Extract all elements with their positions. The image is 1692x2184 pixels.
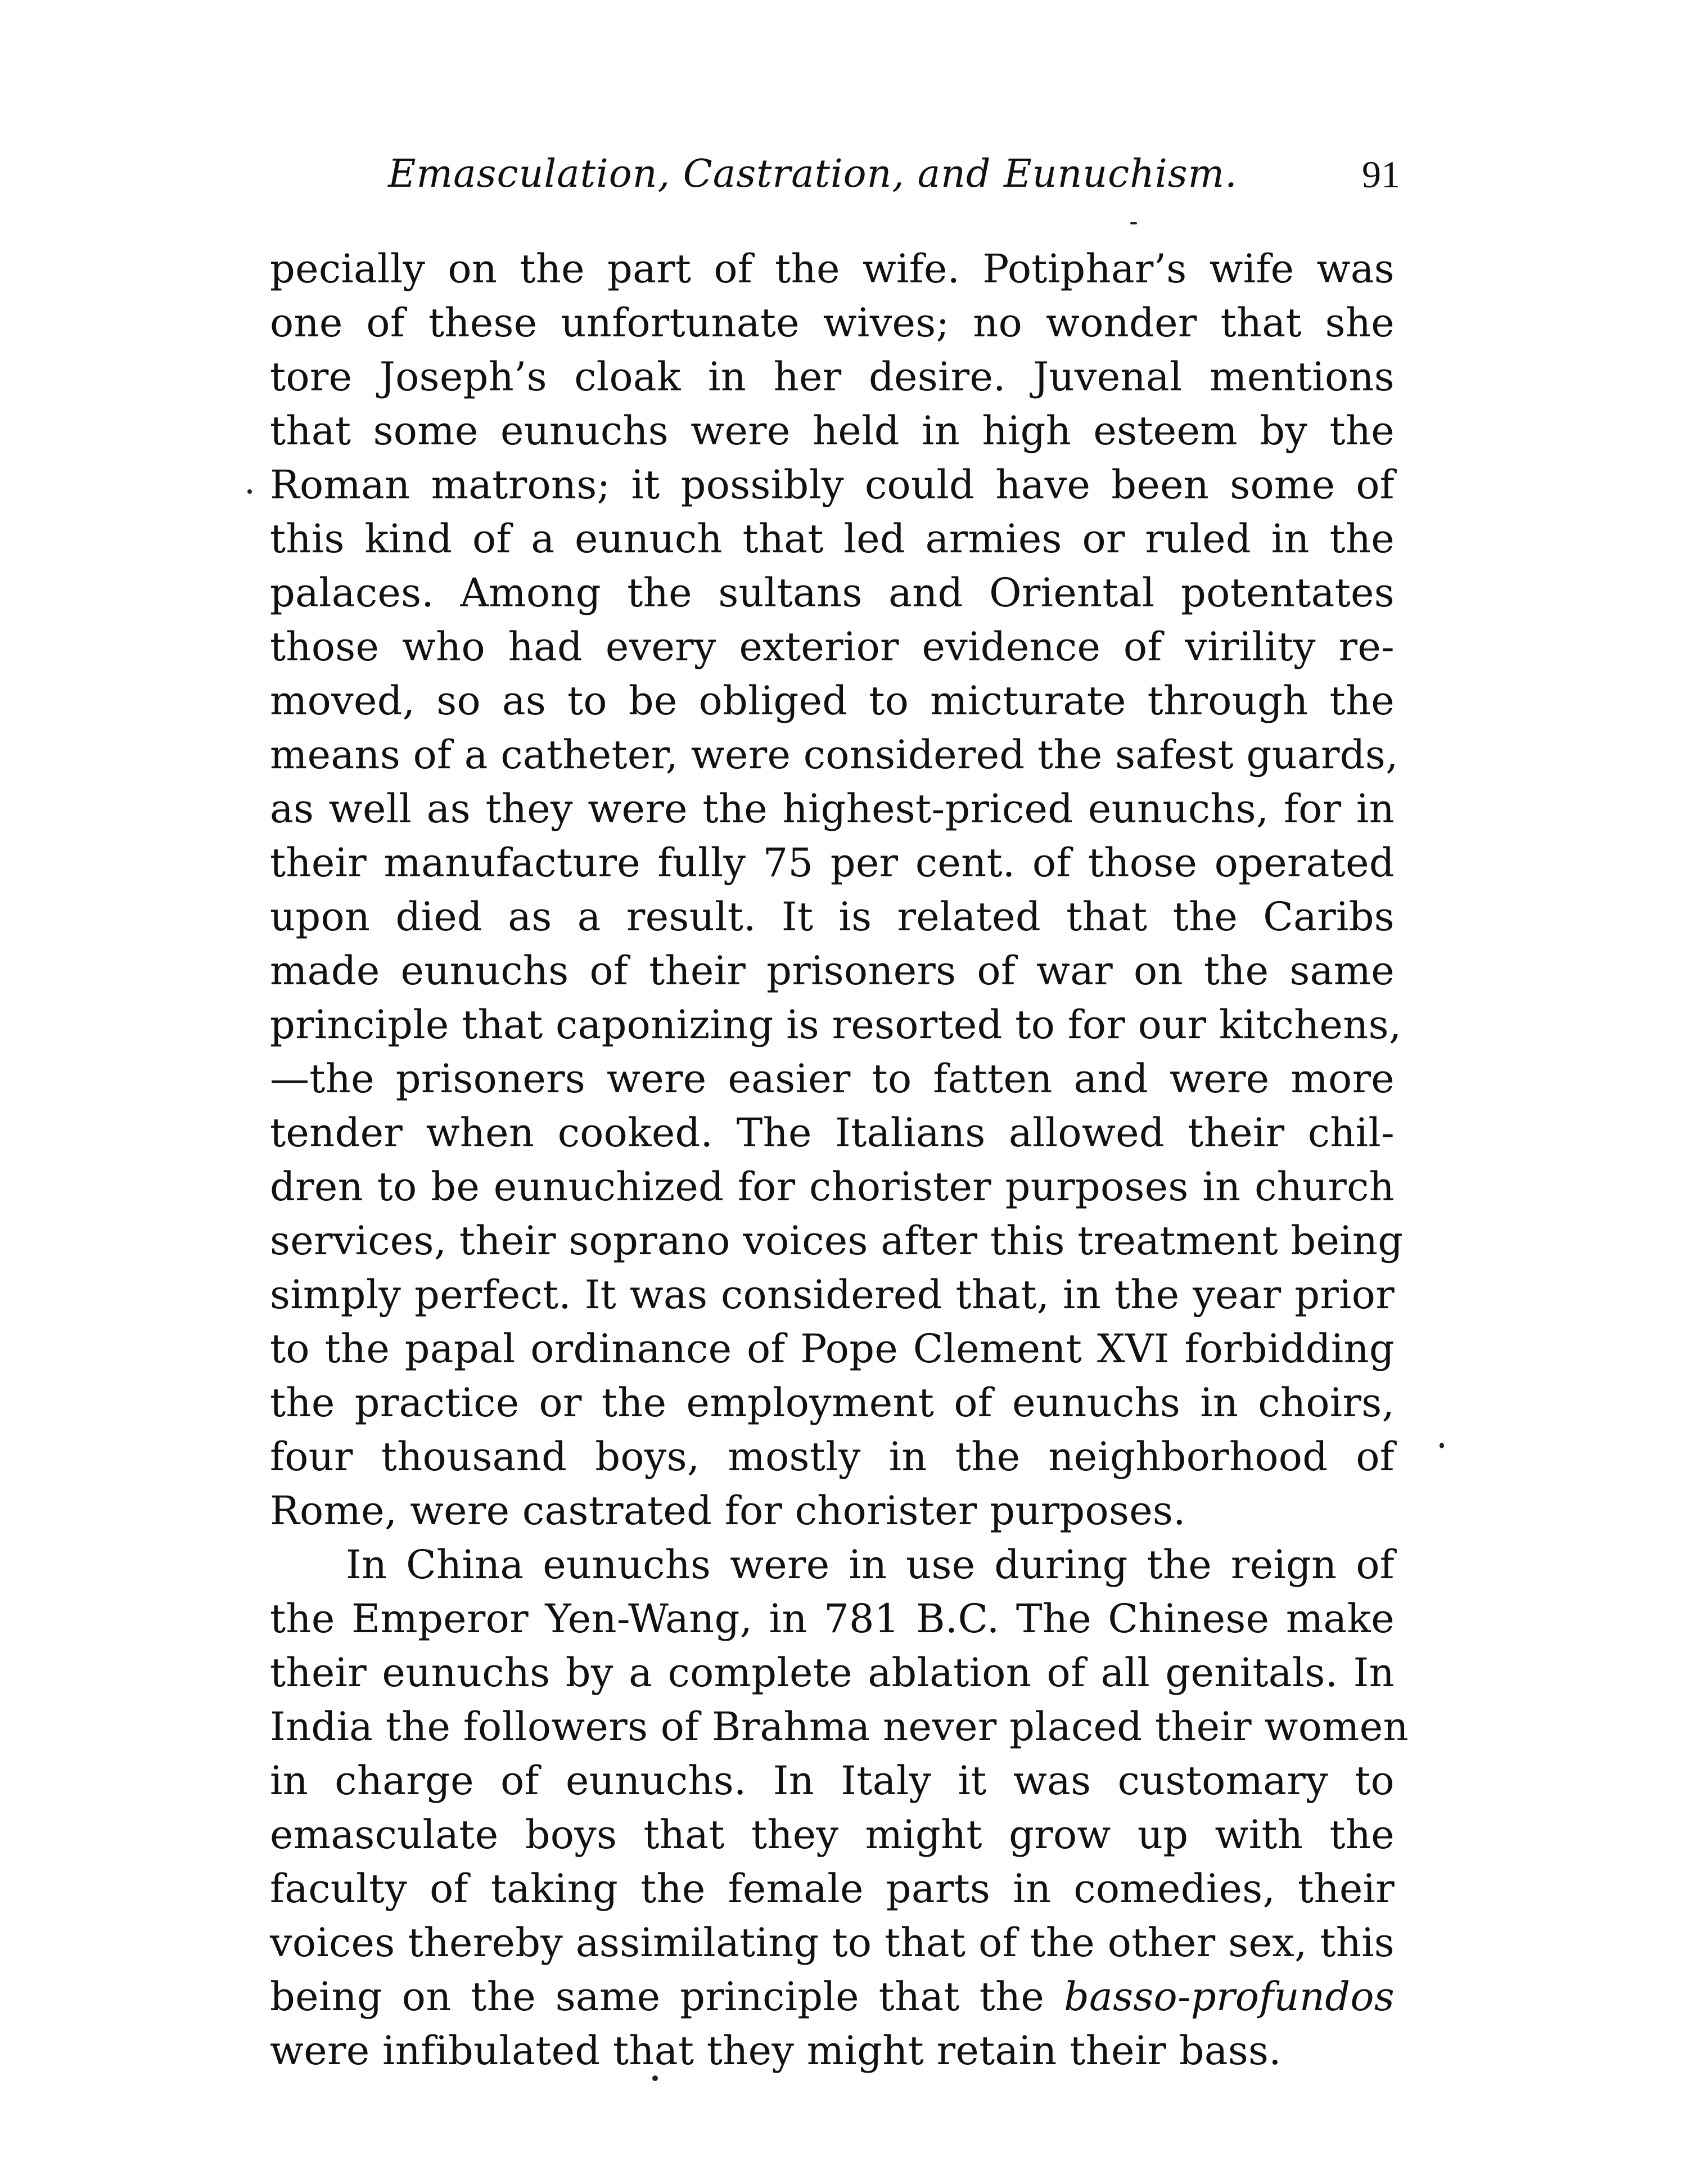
text-line: means of a catheter, were considered the safest guards, (270, 732, 1398, 778)
scan-speck (1440, 1443, 1444, 1448)
text-line: that some eunuchs were held in high esteem by the (270, 408, 1395, 454)
paragraph-1 (270, 242, 1404, 1538)
text-line: four thousand boys, mostly in the neighborhood of (270, 1434, 1395, 1480)
text-line: Rome, were castrated for chorister purposes. (270, 1488, 1186, 1534)
text-line: faculty of taking the female parts in comedies, their (270, 1866, 1395, 1912)
text-line: upon died as a result. It is related that the Caribs (270, 894, 1395, 940)
text-line: their eunuchs by a complete ablation of all genitals. In (270, 1650, 1395, 1696)
text-line: tender when cooked. The Italians allowed their chil- (270, 1110, 1395, 1156)
text-line: India the followers of Brahma never placed their women (270, 1704, 1409, 1750)
text-line: those who had every exterior evidence of virility re- (270, 624, 1395, 670)
text-line: dren to be eunuchized for chorister purposes in church (270, 1164, 1395, 1210)
text-line: moved, so as to be obliged to micturate through the (270, 678, 1395, 724)
body-text (270, 242, 1409, 2078)
text-line: to the papal ordinance of Pope Clement XVI forbidding (270, 1326, 1395, 1372)
text-line: were infibulated that they might retain their bass. (270, 2028, 1282, 2074)
text-line: emasculate boys that they might grow up with the (270, 1812, 1395, 1858)
text-line: principle that caponizing is resorted to for our kitchens, (270, 1002, 1402, 1048)
text-line: In China eunuchs were in use during the reign of (346, 1542, 1395, 1588)
page-number: 91 (1362, 153, 1400, 196)
text-line: voices thereby assimilating to that of the other sex, this (270, 1920, 1395, 1966)
text-run: The Chinese make (999, 1596, 1395, 1642)
text-line (270, 1970, 1395, 2024)
text-line (270, 1592, 1395, 1646)
text-line: simply perfect. It was considered that, in the year prior (270, 1272, 1395, 1318)
text-line: pecially on the part of the wife. Potiphar’s wife was (270, 246, 1395, 292)
running-head (388, 141, 1400, 208)
text-line: one of these unfortunate wives; no wonder that she (270, 300, 1395, 346)
text-run: the Emperor Yen-Wang, in 781 (270, 1596, 917, 1642)
scan-speck (652, 2075, 658, 2081)
text-line: the practice or the employment of eunuchs in choirs, (270, 1380, 1395, 1426)
text-line: palaces. Among the sultans and Oriental potentates (270, 570, 1395, 616)
text-line: their manufacture fully 75 per cent. of those operated (270, 840, 1395, 886)
text-line: Roman matrons; it possibly could have been some of (270, 462, 1395, 508)
scan-speck (1130, 222, 1137, 224)
text-line: as well as they were the highest-priced eunuchs, for in (270, 786, 1395, 832)
text-line: —the prisoners were easier to fatten and were more (270, 1056, 1395, 1102)
paragraph-2 (270, 1538, 1409, 2078)
era-abbreviation: B.C. (916, 1596, 1000, 1642)
italic-term: basso-profundos (1063, 1974, 1395, 2020)
text-run: being on the same principle that the (270, 1974, 1064, 2020)
running-title: Emasculation, Castration, and Eunuchism. (388, 152, 1238, 196)
text-line: this kind of a eunuch that led armies or ruled in the (270, 516, 1395, 562)
text-line: in charge of eunuchs. In Italy it was customary to (270, 1758, 1395, 1804)
scan-speck (247, 489, 252, 494)
text-line: made eunuchs of their prisoners of war on the same (270, 948, 1395, 994)
text-line: tore Joseph’s cloak in her desire. Juvenal mentions (270, 354, 1395, 400)
text-line: services, their soprano voices after this treatment being (270, 1218, 1404, 1264)
